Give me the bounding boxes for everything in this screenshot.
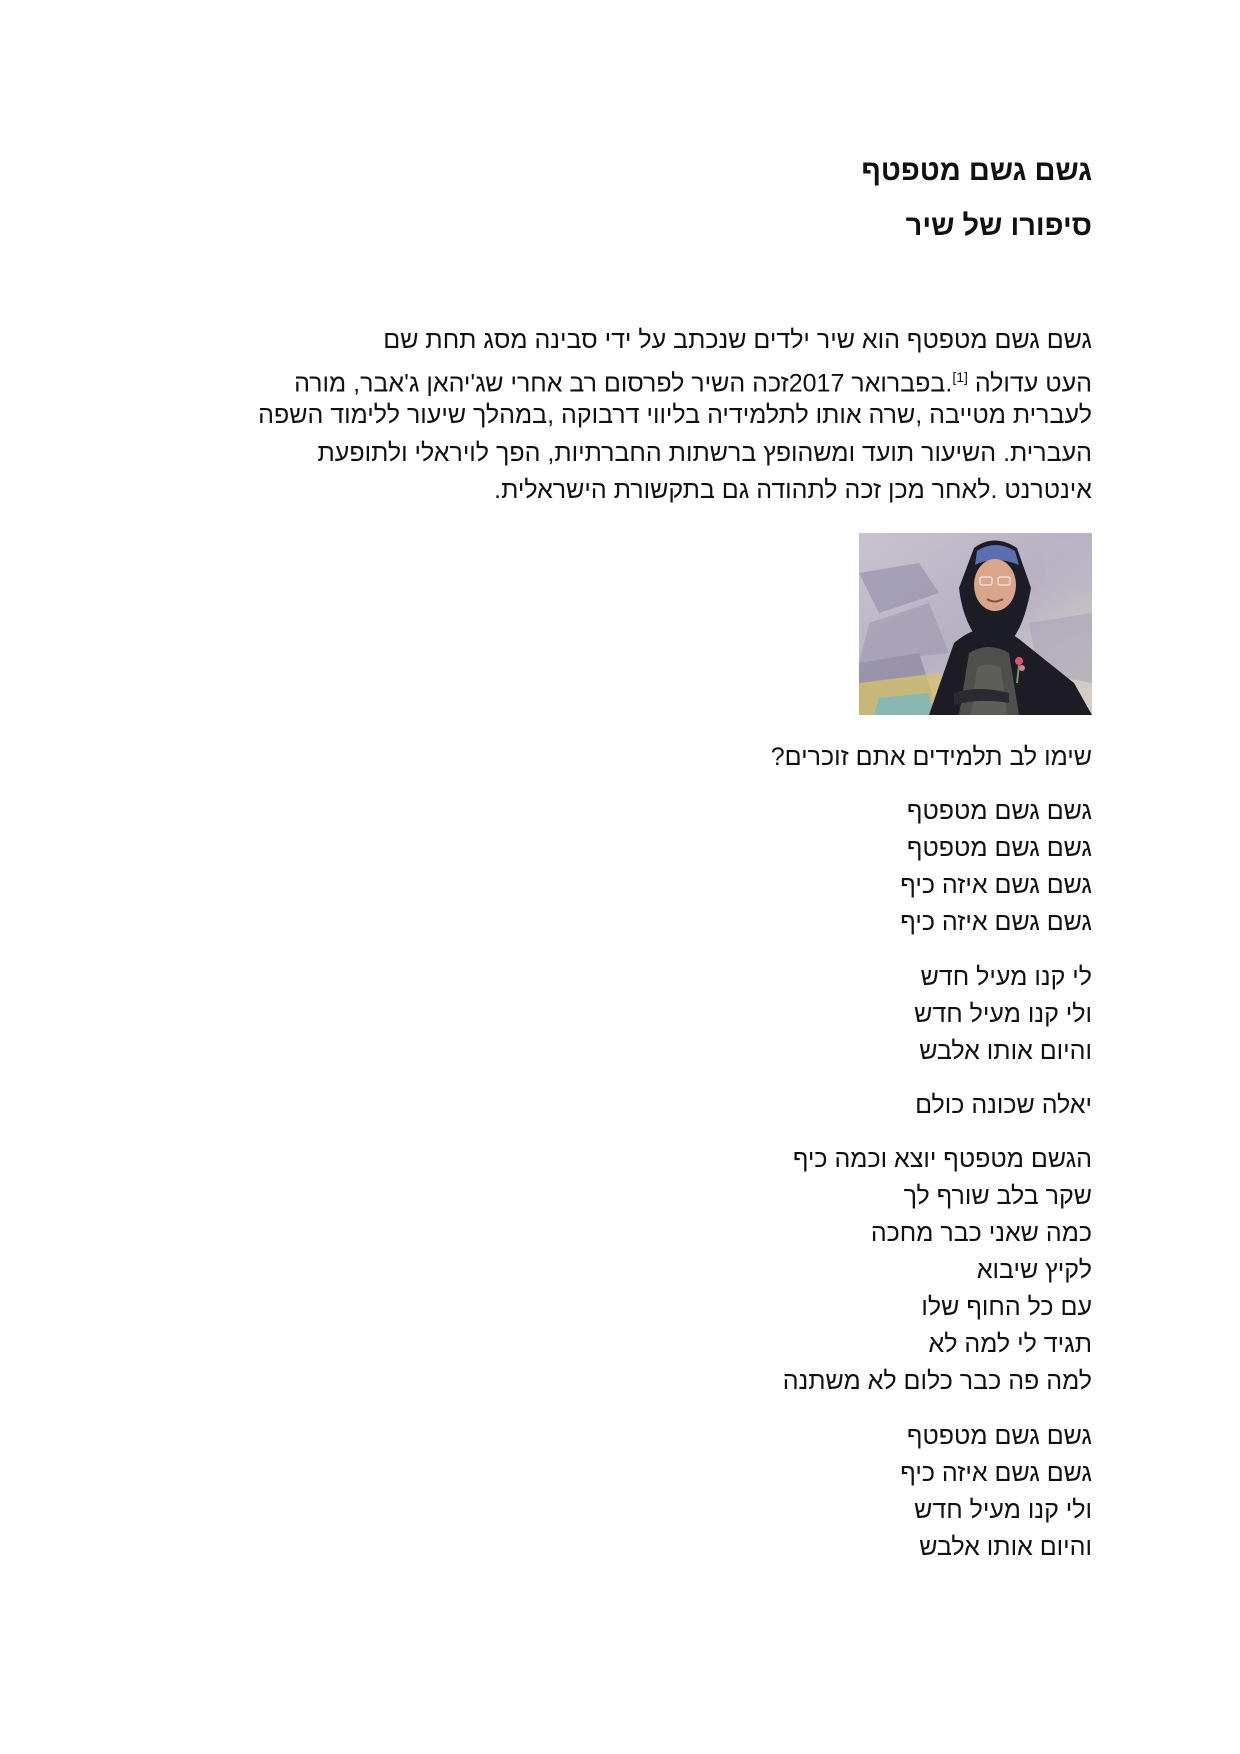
stanza2-line-1: לי קנו מעיל חדש [920, 963, 1092, 991]
stanza5-line-3: ולי קנו מעיל חדש [914, 1496, 1092, 1524]
stanza1-line-2: גשם גשם מטפטף [906, 834, 1092, 862]
stanza2-line-3: והיום אותו אלבש [919, 1037, 1092, 1065]
intro-line-5: אינטרנט .לאחר מכן זכה לתהודה גם בתקשורת הישראלית. [494, 476, 1092, 504]
stanza2-line-2: ולי קנו מעיל חדש [914, 1000, 1092, 1028]
intro-line-2-a: העט עדולה [967, 369, 1092, 398]
stanza4-line-2: שקר בלב שורף לך [903, 1182, 1092, 1210]
stanza4-line-5: עם כל החוף שלו [921, 1293, 1092, 1321]
document-subtitle: סיפורו של שיר [905, 210, 1092, 242]
stanza4-line-1: הגשם מטפטף יוצא וכמה כיף [792, 1145, 1092, 1173]
stanza1-line-1: גשם גשם מטפטף [906, 797, 1092, 825]
stanza5-line-4: והיום אותו אלבש [919, 1533, 1092, 1561]
intro-line-2 [294, 360, 1092, 400]
stanza4-line-6: תגיד לי למה לא [928, 1330, 1092, 1358]
stanza4-line-3: כמה שאני כבר מחכה [870, 1219, 1092, 1247]
stanza5-line-2: גשם גשם איזה כיף [900, 1459, 1092, 1487]
teacher-photo-image [859, 533, 1092, 715]
footnote-ref[interactable]: [1] [952, 369, 968, 385]
stanza4-line-7: למה פה כבר כלום לא משתנה [782, 1367, 1092, 1395]
stanza1-line-4: גשם גשם איזה כיף [900, 908, 1092, 936]
intro-line-4: העברית. השיעור תועד ומשהופץ ברשתות החברתיות, הפך לויראלי ולתופעת [317, 439, 1092, 467]
prompt-line: שימו לב תלמידים אתם זוכרים? [770, 743, 1092, 771]
teacher-photo [859, 533, 1092, 715]
intro-line-2-b: .בפברואר 2017זכה השיר לפרסום רב אחרי שג'יהאן ג'אבר, מורה [294, 369, 953, 398]
stanza4-line-4: לקיץ שיבוא [976, 1256, 1092, 1284]
stanza1-line-3: גשם גשם איזה כיף [900, 871, 1092, 899]
intro-line-1: גשם גשם מטפטף הוא שיר ילדים שנכתב על ידי סבינה מסג תחת שם [383, 326, 1092, 354]
document-title: גשם גשם מטפטף [861, 155, 1092, 187]
stanza5-line-1: גשם גשם מטפטף [906, 1422, 1092, 1450]
intro-line-3: לעברית מטייבה ,שרה אותו לתלמידיה בליווי דרבוקה ,במהלך שיעור ללימוד השפה [258, 401, 1092, 429]
stanza3-line-1: יאלה שכונה כולם [915, 1091, 1092, 1119]
